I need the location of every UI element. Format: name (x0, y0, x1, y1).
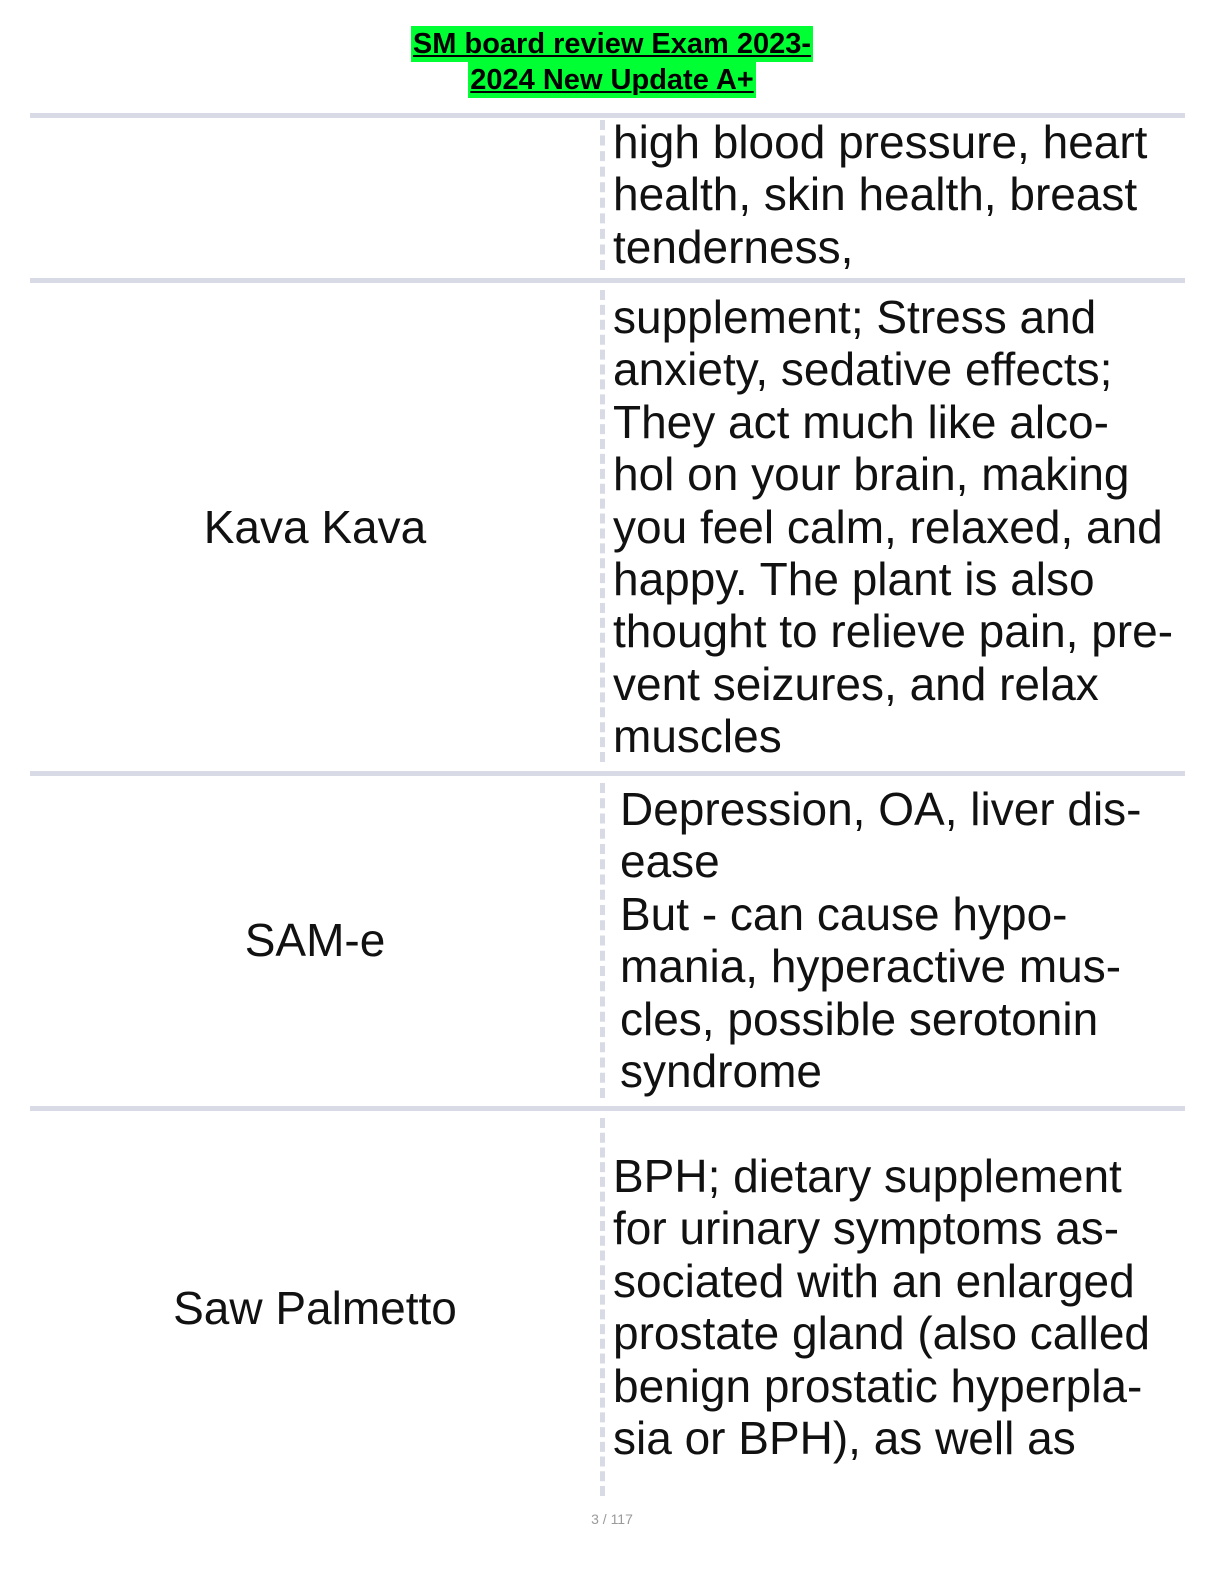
definition-line: But - can cause hypo- (620, 887, 1068, 940)
column-divider (600, 120, 605, 270)
definition-line: anxiety, sedative effects; (613, 343, 1113, 396)
title-line-1: SM board review Exam 2023- (412, 28, 812, 60)
definition-line: you feel calm, relaxed, and (613, 500, 1163, 553)
definition-line: sia or BPH), as well as (613, 1412, 1076, 1465)
definition-line: thought to relieve pain, pre- (613, 605, 1174, 658)
definition-line: cles, possible serotonin (620, 992, 1099, 1045)
definition-line: mania, hyperactive mus- (620, 940, 1122, 993)
flashcard-term: Kava Kava (203, 501, 427, 553)
definition-line: for urinary symptoms as- (613, 1202, 1120, 1255)
definition-line: tenderness, (613, 220, 854, 273)
definition-line: prostate gland (also called (613, 1307, 1150, 1360)
definition-line: BPH; dietary supplement (613, 1150, 1122, 1202)
flashcard-term: Saw Palmetto (173, 1282, 457, 1334)
flashcard-definition (620, 783, 1200, 1097)
definition-line: benign prostatic hyperpla- (613, 1359, 1143, 1412)
definition-line: They act much like alco- (613, 395, 1109, 448)
definition-line: Depression, OA, liver dis- (620, 783, 1142, 835)
row-divider (30, 278, 1185, 283)
flashcard-term: SAM-e (244, 914, 386, 966)
definition-line: vent seizures, and relax (613, 657, 1099, 710)
definition-line: muscles (613, 710, 782, 763)
title-line-2: 2024 New Update A+ (470, 64, 754, 96)
column-divider (600, 290, 605, 762)
definition-line: happy. The plant is also (613, 553, 1095, 606)
definition-line: health, skin health, breast (613, 168, 1138, 221)
document-title (0, 26, 1224, 98)
row-divider (30, 771, 1185, 776)
definition-line: syndrome (620, 1045, 822, 1098)
flashcard-definition (613, 1150, 1193, 1464)
definition-line: sociated with an enlarged (613, 1254, 1135, 1307)
definition-line: high blood pressure, heart (613, 116, 1148, 168)
column-divider (600, 783, 605, 1098)
definition-line: ease (620, 835, 720, 888)
flashcard-definition (613, 291, 1193, 763)
row-divider (30, 1106, 1185, 1111)
page-indicator: 3 / 117 (591, 1511, 633, 1527)
column-divider (600, 1118, 605, 1496)
definition-line: hol on your brain, making (613, 448, 1130, 501)
flashcard-definition (613, 116, 1193, 273)
definition-line: supplement; Stress and (613, 291, 1097, 343)
